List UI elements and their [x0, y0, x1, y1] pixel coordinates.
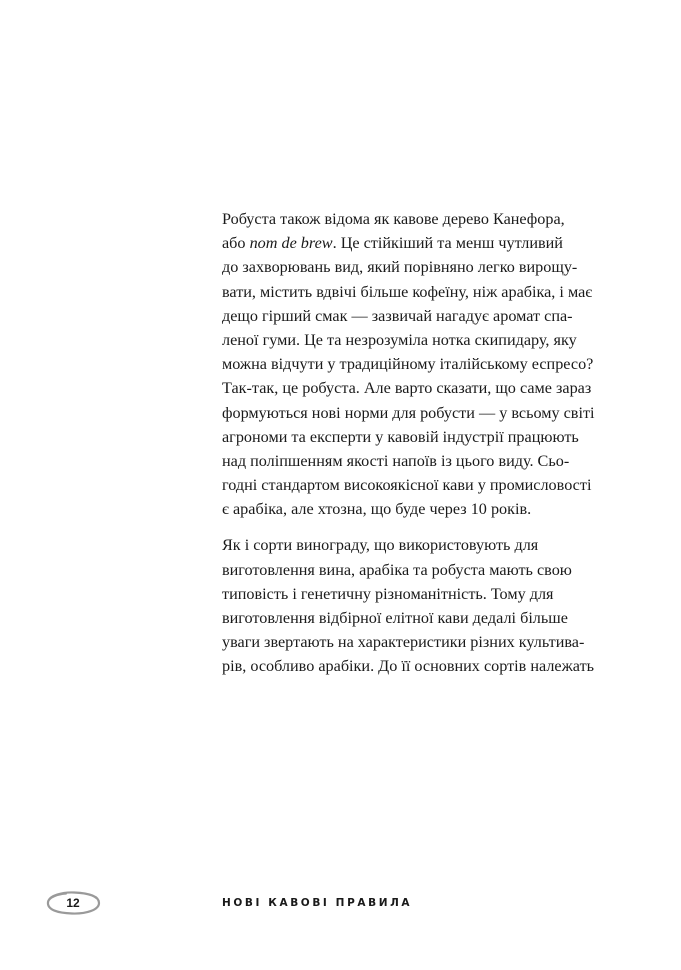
text-line: можна відчути у традиційному італійському еспресо? — [222, 355, 594, 374]
text-line — [222, 231, 622, 255]
text-line: годні стандартом високоякісної кави у промисловості — [222, 476, 592, 495]
text-line: уваги звертають на характеристики різних культива- — [222, 633, 585, 652]
text-line: є арабіка, але хтозна, що буде через 10 років. — [222, 500, 532, 519]
page-footer — [42, 886, 412, 920]
text-line: виготовлення відбірної елітної кави дедалі більше — [222, 609, 568, 627]
text-line: Так-так, це робуста. Але варто сказати, що саме зараз — [222, 379, 592, 398]
body-text — [222, 207, 622, 679]
text-line: до захворювань вид, який порівняно легко вирощу- — [222, 258, 578, 277]
text-line: Робуста також відома як кавове дерево Канефора, — [222, 210, 565, 228]
text-line: над поліпшенням якості напоїв із цього виду. Сьо- — [222, 451, 570, 470]
text-line: Як і сорти винограду, що використовують для — [222, 536, 539, 555]
paragraph-1 — [222, 207, 622, 521]
italic-term: nom de brew — [249, 234, 333, 253]
paragraph-2 — [222, 533, 622, 678]
text-line: агрономи та експерти у кавовій індустрії працюють — [222, 427, 579, 446]
text-line: леної гуми. Це та незрозуміла нотка скипидару, яку — [222, 330, 577, 349]
text-line: дещо гірший смак — зазвичай нагадує аромат спа- — [222, 306, 573, 325]
text-segment: . Це стійкіший та менш чутливий — [332, 234, 563, 253]
text-line: рів, особливо арабіки. До її основних сортів належать — [222, 657, 595, 676]
text-line: типовість і генетичну різноманітність. Тому для — [222, 584, 554, 603]
page-number-badge — [42, 888, 104, 918]
page-number: 12 — [66, 896, 80, 910]
text-line: виготовлення вина, арабіка та робуста мають свою — [222, 560, 572, 579]
text-line: формуються нові норми для робусти — у всьому світі — [222, 403, 595, 422]
text-line: вати, містить вдвічі більше кофеїну, ніж арабіка, і має — [222, 282, 593, 301]
text-segment: або — [222, 234, 250, 253]
running-title: НОВІ КАВОВІ ПРАВИЛА — [222, 897, 413, 909]
